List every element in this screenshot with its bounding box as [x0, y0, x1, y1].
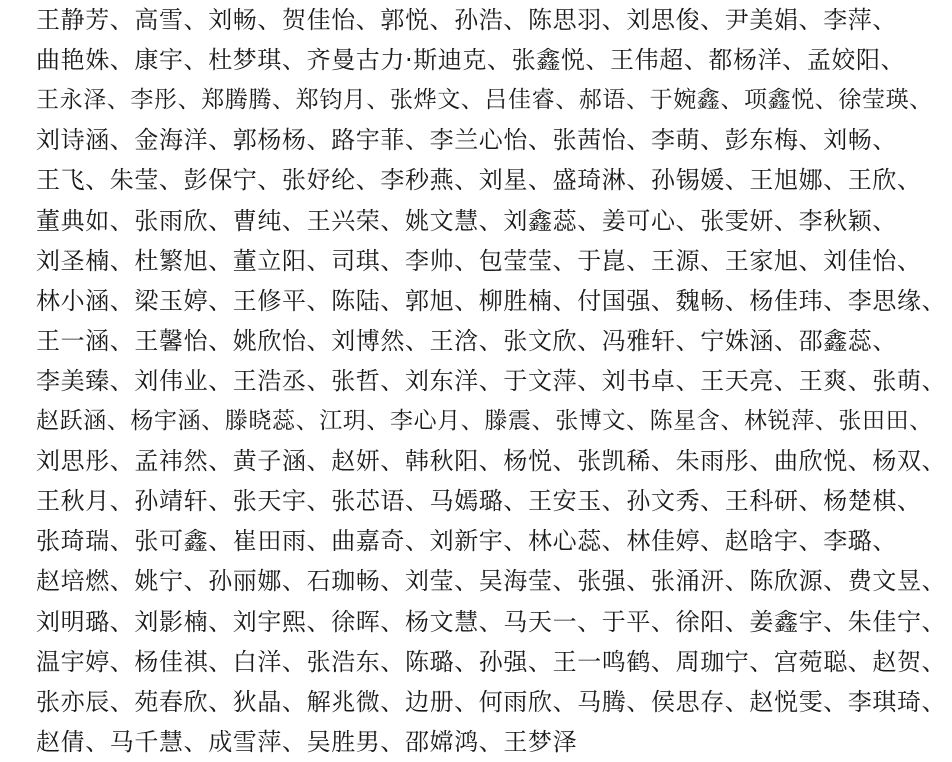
name-line: 张琦瑞、张可鑫、崔田雨、曲嘉奇、刘新宇、林心蕊、林佳婷、赵晗宇、李璐、: [36, 527, 897, 556]
name-line: 王秋月、孙靖轩、张天宇、张芯语、马嫣璐、王安玉、孙文秀、王科研、杨楚棋、: [36, 487, 922, 516]
name-line: 张亦辰、苑春欣、狄晶、解兆微、边册、何雨欣、马腾、侯思存、赵悦雯、李琪琦、: [36, 687, 947, 716]
name-line: 王一涵、王馨怡、姚欣怡、刘博然、王浛、张文欣、冯雅轩、宁姝涵、邵鑫蕊、: [36, 326, 897, 355]
name-line: 王永泽、李彤、郑腾腾、郑钧月、张烨文、吕佳睿、郝语、于婉鑫、项鑫悦、徐莹瑛、: [36, 87, 933, 114]
name-line: 王飞、朱莹、彭保宁、张妤纶、李秒燕、刘星、盛琦淋、孙锡媛、王旭娜、王欣、: [36, 166, 922, 195]
name-line: 董典如、张雨欣、曹纯、王兴荣、姚文慧、刘鑫蕊、姜可心、张雯妍、李秋颖、: [36, 206, 897, 235]
name-line: 赵倩、马千慧、成雪萍、吴胜男、邵嫦鸿、王梦泽: [36, 727, 578, 756]
name-line: 刘明璐、刘影楠、刘宇熙、徐晖、杨文慧、马天一、于平、徐阳、姜鑫宇、朱佳宁、: [36, 607, 947, 636]
name-line: 刘思彤、孟祎然、黄子涵、赵妍、韩秋阳、杨悦、张凯稀、朱雨彤、曲欣悦、杨双、: [36, 447, 947, 476]
name-line: 王静芳、高雪、刘畅、贺佳怡、郭悦、孙浩、陈思羽、刘思俊、尹美娟、李萍、: [36, 6, 897, 34]
name-line: 林小涵、梁玉婷、王修平、陈陆、郭旭、柳胜楠、付国强、魏畅、杨佳玮、李思缘、: [36, 286, 947, 315]
name-line: 赵跃涵、杨宇涵、滕晓蕊、江玥、李心月、滕震、张博文、陈星含、林锐萍、张田田、: [36, 408, 933, 434]
name-line: 温宇婷、杨佳祺、白洋、张浩东、陈璐、孙强、王一鸣鹤、周珈宁、宫菀聪、赵贺、: [36, 647, 947, 676]
name-line: 曲艳姝、康宇、杜梦琪、齐曼古力·斯迪克、张鑫悦、王伟超、都杨洋、孟姣阳、: [36, 46, 906, 75]
name-line: 赵培燃、姚宁、孙丽娜、石珈畅、刘莹、吴海莹、张强、张涌汧、陈欣源、费文昱、: [36, 567, 947, 596]
name-line: 刘诗涵、金海洋、郭杨杨、路宇菲、李兰心怡、张茜怡、李萌、彭东梅、刘畅、: [36, 126, 897, 155]
name-line: 刘圣楠、杜繁旭、董立阳、司琪、李帅、包莹莹、于崑、王源、王家旭、刘佳怡、: [36, 246, 922, 275]
name-line: 李美臻、刘伟业、王浩丞、张哲、刘东洋、于文萍、刘书卓、王天亮、王爽、张萌、: [36, 366, 947, 395]
